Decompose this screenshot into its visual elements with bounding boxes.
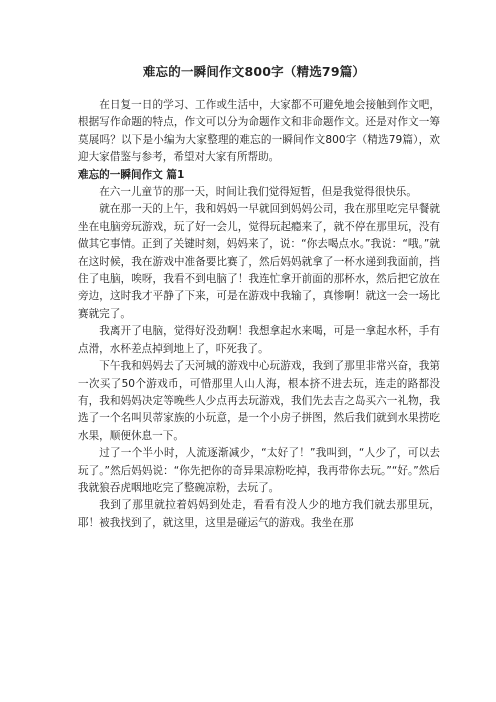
body-paragraph-3: 我离开了电脑，觉得好没劲啊！我想拿起水来喝，可是一拿起水杯，手有点滑，水杯差点掉到地上了，吓死我了。 [78,325,440,355]
body-paragraph-5: 过了一个半小时，人流逐渐减少，“太好了！”我叫到，“人少了，可以去玩了。”然后妈妈说：“你先把你的奇异果凉粉吃掉，我再带你去玩。”“好。”然后我就狼吞虎咽地吃完了整碗凉粉，去玩了。 [78,447,440,494]
body-paragraph-4: 下午我和妈妈去了天河城的游戏中心玩游戏，我到了那里非常兴奋，我第一次买了50个游戏币，可惜那里人山人海，根本挤不进去玩，连走的路都没有，我和妈妈决定等晚些人少点再去玩游戏，我们先去吉之岛买六一礼物，我选了一个名叫贝蒂家族的小玩意，是一个小房子拼图，然后我们就到水果捞吃水果，顺便休息一下。 [78,360,440,442]
intro-paragraph: 在日复一日的学习、工作或生活中，大家都不可避免地会接触到作文吧，根据写作命题的特点，作文可以分为命题作文和非命题作文。还是对作文一筹莫展吗？以下是小编为大家整理的难忘的一瞬间作文800字（精选79篇），欢迎大家借鉴与参考，希望对大家有所帮助。 [78,99,440,164]
body-paragraph-6: 我到了那里就拉着妈妈到处走，看看有没人少的地方我们就去那里玩，耶！被我找到了，就这里，这里是碰运气的游戏。我坐在那 [78,499,440,529]
document-title: 难忘的一瞬间作文800字（精选79篇） [142,64,366,79]
section-heading: 难忘的一瞬间作文 篇1 [78,168,185,181]
body-paragraph-2: 就在那一天的上午，我和妈妈一早就回到妈妈公司，我在那里吃完早餐就坐在电脑旁玩游戏，玩了好一会儿，觉得玩起瘾来了，就不停在那里玩，没有做其它事情。正到了关键时刻，妈妈来了，说：“你去喝点水。”我说：“哦。”就在这时候，我在游戏中准备要比赛了，然后妈妈就拿了一杯水递到我面前，挡住了电脑，唉呀，我看不到电脑了！我连忙拿开前面的那杯水，然后把它放在旁边，这时我才平静了下来，可是在游戏中我输了，真惨啊！就这一会一场比赛就完了。 [78,203,440,320]
body-paragraph-1: 在六一儿童节的那一天，时间让我们觉得短暂，但是我觉得很快乐。 [99,186,417,199]
